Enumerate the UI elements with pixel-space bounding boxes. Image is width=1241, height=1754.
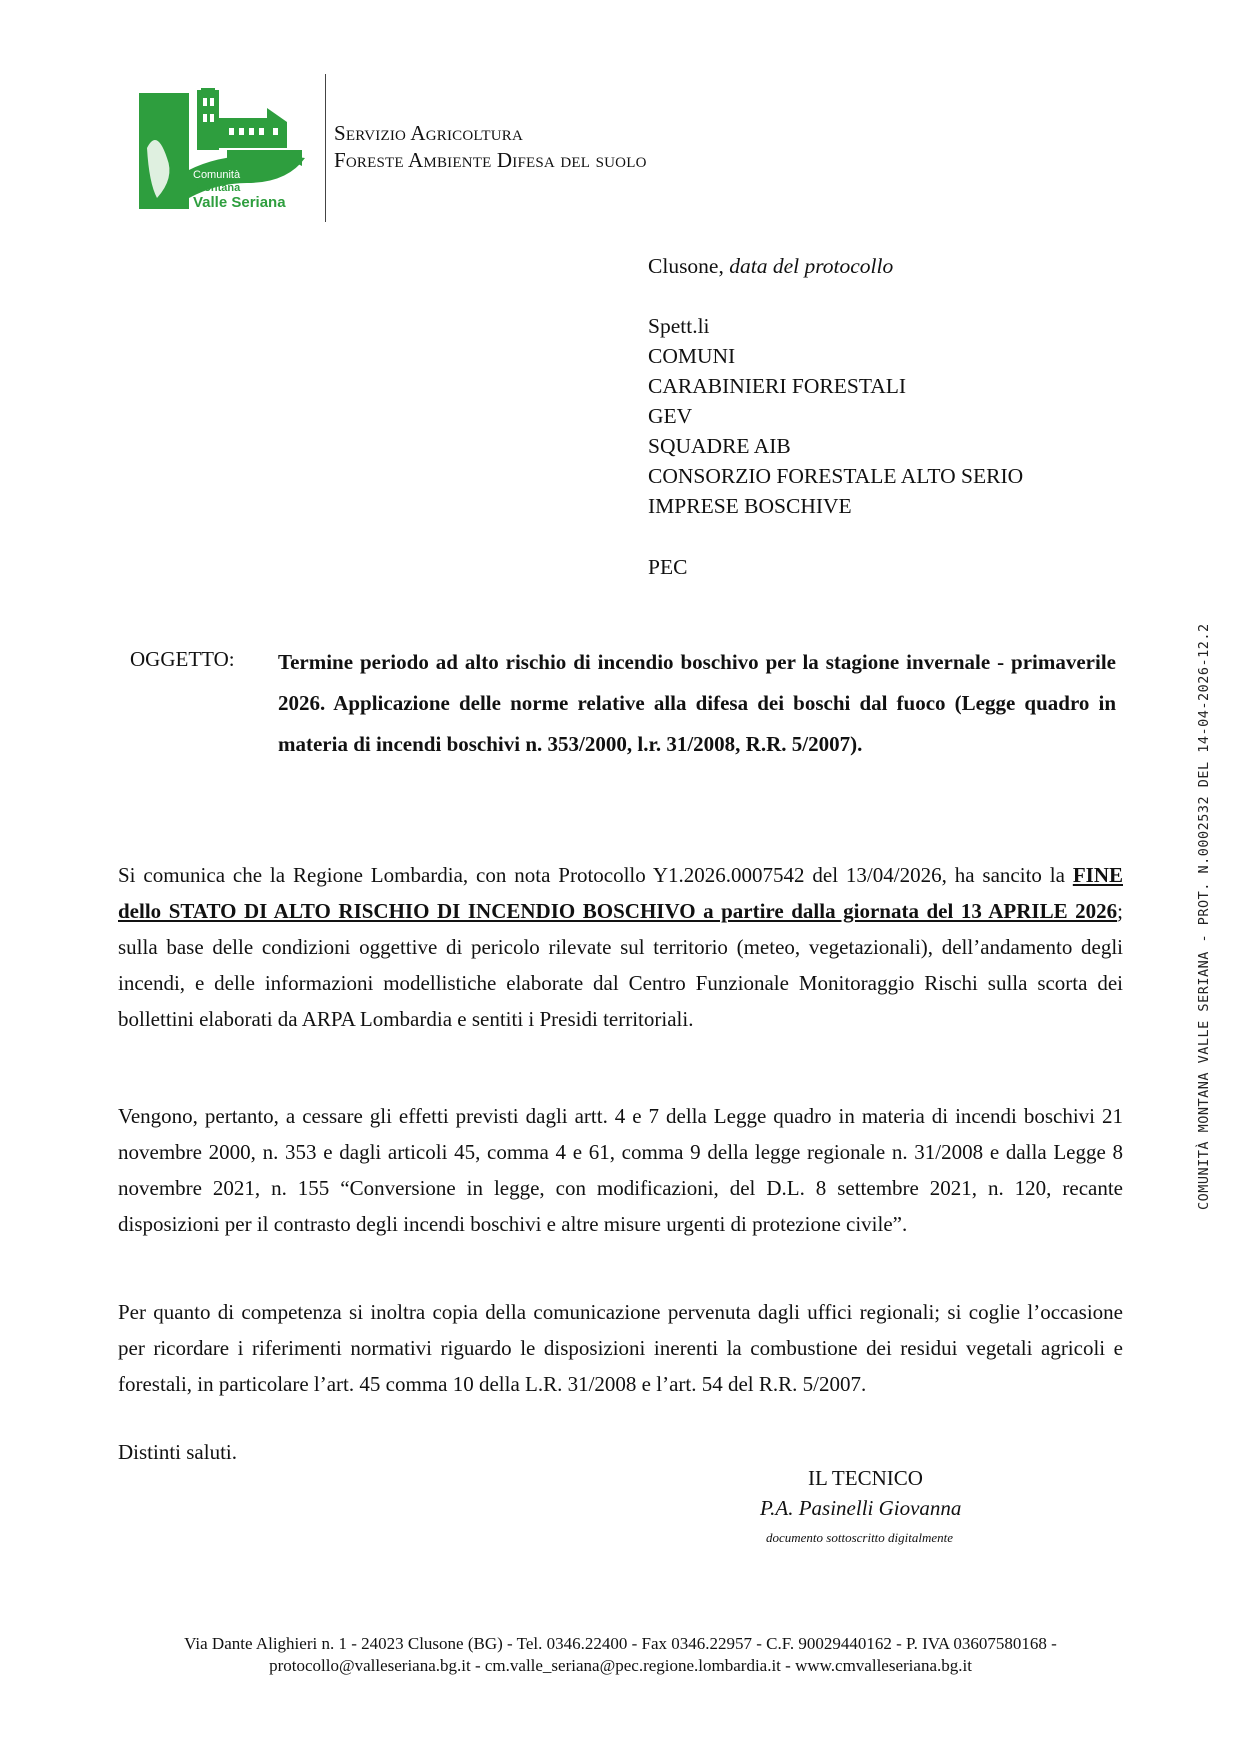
logo-word-1: Comunità — [193, 169, 241, 181]
place: Clusone, — [648, 254, 730, 278]
recipient-line: IMPRESE BOSCHIVE — [648, 494, 852, 518]
footer-contacts: protocollo@valleseriana.bg.it - cm.valle_seriana@pec.regione.lombardia.it - www.cmvalleseriana.bg.it — [269, 1656, 972, 1675]
body-paragraph-3: Per quanto di competenza si inoltra copia della comunicazione pervenuta dagli uffici regionali; si coglie l’occasione per ricordare i riferimenti normativi riguardo le disposizioni inerenti la combustione dei residui vegetali agricoli e forestali, in particolare l’art. 45 comma 10 della L.R. 31/2008 e l’art. 54 del R.R. 5/2007. — [118, 1300, 1123, 1396]
p1-emphasis: FINE dello STATO DI ALTO RISCHIO DI INCENDIO BOSCHIVO a partire dalla giornata del 13 APRILE 2026 — [118, 863, 1123, 923]
protocol-stamp: COMUNITÀ MONTANA VALLE SERIANA - PROT. N.0002532 DEL 14-04-2026-12.2 — [1196, 623, 1212, 1210]
date: data del protocollo — [729, 254, 894, 278]
signature-note: documento sottoscritto digitalmente — [766, 1530, 954, 1545]
recipient-line: SQUADRE AIB — [648, 434, 791, 458]
signature-role: IL TECNICO — [808, 1466, 923, 1490]
body-paragraph-1 — [118, 857, 1123, 1037]
place-date — [648, 251, 893, 281]
recipient-line: Spett.li — [648, 314, 710, 338]
subject-label: OGGETTO: — [130, 647, 235, 671]
service-line-1: Servizio Agricoltura — [334, 121, 524, 145]
subject-text: Termine periodo ad alto rischio di incendio boschivo per la stagione invernale - primaverile 2026. Applicazione delle norme relative alla difesa dei boschi dal fuoco (Legge quadro in materia di incendi boschivi n. 353/2000, l.r. 31/2008, R.R. 5/2007). — [278, 650, 1116, 756]
p1-start: Si comunica che la Regione Lombardia, con nota Protocollo Y1.2026.0007542 del 13/04/2026, ha sancito la — [118, 863, 1073, 887]
footer-address: Via Dante Alighieri n. 1 - 24023 Clusone (BG) - Tel. 0346.22400 - Fax 0346.22957 - C.F. 90029440162 - P. IVA 03607580168 - — [184, 1634, 1057, 1653]
comunita-montana-logo — [137, 88, 307, 210]
pec-label: PEC — [648, 555, 688, 579]
recipient-line: CARABINIERI FORESTALI — [648, 374, 907, 398]
p1-end: ; sulla base delle condizioni oggettive di pericolo rilevate sul territorio (meteo, vegetazionali), dell’andamento degli incendi, e delle informazioni modellistiche elaborate dal Centro Funzionale Monitoraggio Rischi sulla scorta dei bollettini elaborati da ARPA Lombardia e sentiti i Presidi territoriali. — [118, 899, 1123, 1031]
signature-name: P.A. Pasinelli Giovanna — [760, 1496, 962, 1520]
greeting: Distinti saluti. — [118, 1440, 238, 1464]
body-paragraph-2: Vengono, pertanto, a cessare gli effetti previsti dagli artt. 4 e 7 della Legge quadro in materia di incendi boschivi 21 novembre 2000, n. 353 e dagli articoli 45, comma 4 e 61, comma 9 della legge regionale n. 31/2008 e dalla Legge 8 novembre 2021, n. 155 “Conversione in legge, con modificazioni, del D.L. 8 settembre 2021, n. 120, recante disposizioni per il contrasto degli incendi boschivi e altre misure urgenti di protezione civile”. — [118, 1104, 1123, 1236]
recipient-line: COMUNI — [648, 344, 736, 368]
header-divider — [325, 74, 326, 222]
logo-word-3: Valle Seriana — [193, 194, 286, 210]
logo-word-2: Montana — [195, 182, 241, 194]
recipient-line: CONSORZIO FORESTALE ALTO SERIO — [648, 464, 1024, 488]
recipient-line: GEV — [648, 404, 693, 428]
service-line-2: Foreste Ambiente Difesa del suolo — [334, 148, 647, 172]
